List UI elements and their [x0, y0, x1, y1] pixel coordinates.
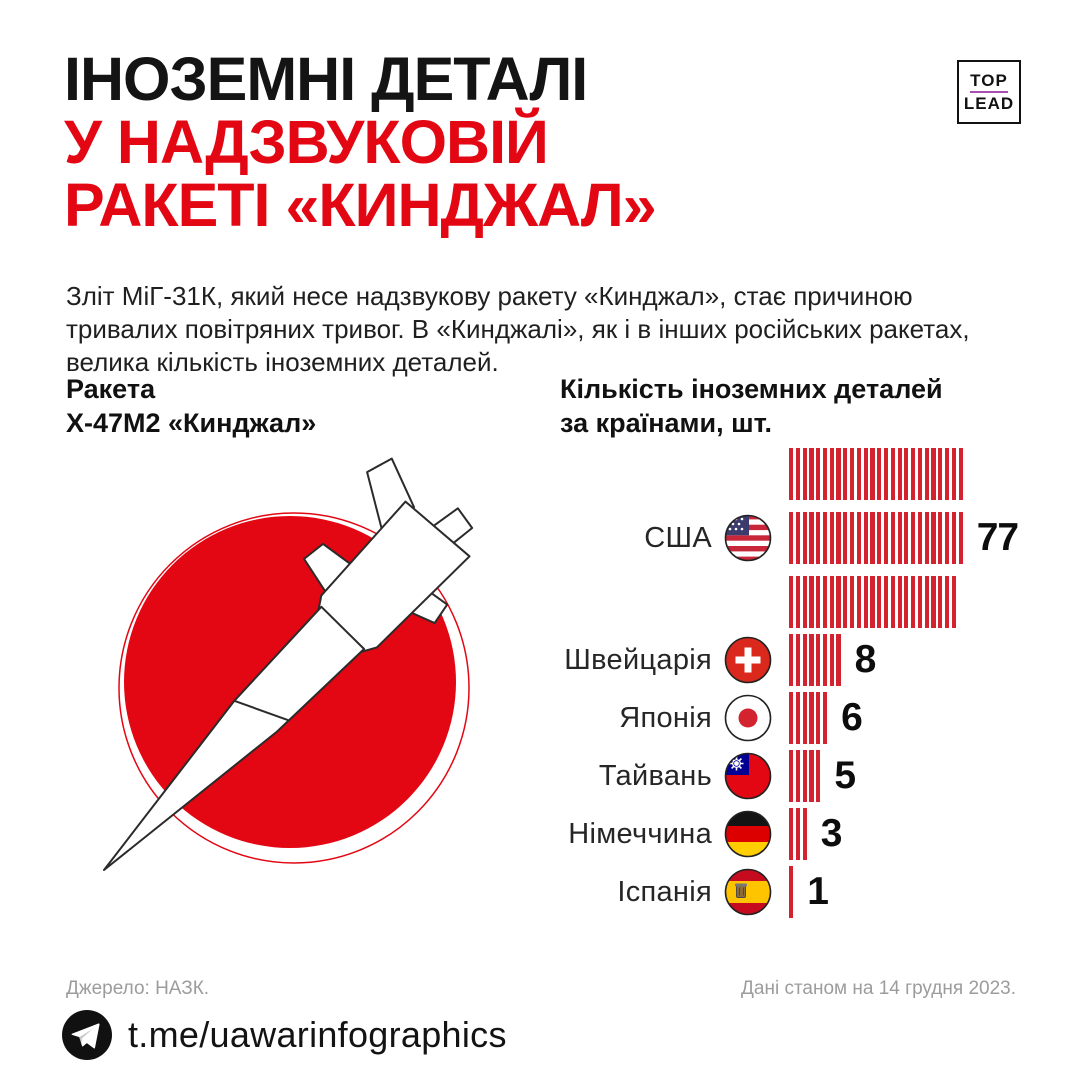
tally-bar: [884, 512, 888, 564]
tally-bar: [803, 448, 807, 500]
tally-bar: [809, 692, 813, 744]
top-lead-logo-divider: [970, 91, 1008, 93]
top-lead-logo-top: TOP: [970, 71, 1008, 90]
germany-flag-icon: [724, 810, 772, 858]
tally-bar: [877, 448, 881, 500]
tally-bar: [796, 808, 800, 860]
tally-bar: [803, 808, 807, 860]
japan-flag-icon: [724, 694, 772, 742]
tally-chart: [560, 448, 1040, 924]
tally-bar: [904, 512, 908, 564]
tally-bar: [918, 512, 922, 564]
value-label: 3: [820, 812, 842, 855]
tally-line: [789, 448, 963, 500]
tally-bar: [843, 576, 847, 628]
tally-bar: [952, 576, 956, 628]
tally-bar: [945, 576, 949, 628]
tally-bar: [877, 512, 881, 564]
value-label: 1: [807, 870, 828, 913]
tally-bar: [931, 576, 935, 628]
country-label: Німеччина: [568, 817, 712, 850]
tally-bar: [843, 448, 847, 500]
tally-bar: [864, 448, 868, 500]
tally-line: [789, 692, 827, 744]
tally-bar: [938, 576, 942, 628]
tally-bar: [959, 512, 963, 564]
tally-bar: [945, 448, 949, 500]
tally-bar: [938, 448, 942, 500]
tally-bar: [857, 576, 861, 628]
title-line-1: ІНОЗЕМНІ ДЕТАЛІ: [64, 45, 588, 113]
tally-bar: [816, 692, 820, 744]
chart-row-germany: [560, 808, 1040, 860]
tally-bar: [803, 692, 807, 744]
tally-bar: [911, 512, 915, 564]
usa-flag-icon: [724, 514, 772, 562]
tally-line: [789, 634, 841, 686]
tally-bar: [918, 576, 922, 628]
tally-bar: [830, 448, 834, 500]
tally-bar: [816, 750, 820, 802]
tally-bar: [850, 448, 854, 500]
tally-bar: [830, 512, 834, 564]
tally-bar: [931, 512, 935, 564]
country-label: Японія: [619, 701, 712, 734]
tally-bar: [789, 634, 793, 686]
tally-bar: [803, 512, 807, 564]
tally-bar: [952, 448, 956, 500]
tally-line: [789, 866, 793, 918]
tally-bar: [870, 448, 874, 500]
tally-bar: [823, 634, 827, 686]
source-note: Джерело: НАЗК.: [66, 978, 210, 999]
tally-bar: [830, 576, 834, 628]
tally-line: [789, 512, 963, 564]
country-label: Тайвань: [598, 759, 712, 792]
tally-bar: [803, 750, 807, 802]
tally-bar: [796, 576, 800, 628]
tally-bar: [809, 576, 813, 628]
tally-bar: [870, 576, 874, 628]
tally-bar: [823, 512, 827, 564]
tally-bar: [816, 512, 820, 564]
missile-heading-line-1: Ракета: [66, 374, 156, 404]
tally-bar: [809, 512, 813, 564]
tally-bar: [796, 692, 800, 744]
tally-bar: [891, 576, 895, 628]
chart-row-japan: [560, 692, 1040, 744]
tally-bar: [884, 576, 888, 628]
tally-bar: [809, 750, 813, 802]
tally-bar: [857, 448, 861, 500]
taiwan-flag-icon: [724, 752, 772, 800]
tally-bar: [857, 512, 861, 564]
tally-bar: [898, 448, 902, 500]
tally-bar: [959, 448, 963, 500]
chart-heading-line-1: Кількість іноземних деталей: [560, 374, 943, 404]
top-lead-logo: [957, 60, 1021, 124]
tally-bar: [816, 448, 820, 500]
tally-bar: [836, 634, 840, 686]
missile-section-heading: [66, 372, 316, 440]
tally-bar: [836, 512, 840, 564]
tally-bar: [789, 448, 793, 500]
title-line-3: РАКЕТІ «КИНДЖАЛ»: [64, 171, 656, 239]
tally-bar: [898, 576, 902, 628]
tally-bar: [864, 576, 868, 628]
tally-japan: [789, 692, 827, 744]
tally-bar: [898, 512, 902, 564]
chart-row-taiwan: [560, 750, 1040, 802]
tally-bar: [796, 448, 800, 500]
tally-bar: [830, 634, 834, 686]
tally-bar: [864, 512, 868, 564]
spain-flag-icon: [724, 868, 772, 916]
tally-bar: [931, 448, 935, 500]
tally-bar: [803, 576, 807, 628]
tally-bar: [911, 448, 915, 500]
tally-germany: [789, 808, 807, 860]
country-label: США: [644, 521, 712, 554]
country-label: Іспанія: [617, 875, 712, 908]
telegram-handle-text: t.me/uawarinfographics: [128, 1014, 507, 1055]
tally-bar: [850, 576, 854, 628]
tally-bar: [816, 576, 820, 628]
tally-bar: [789, 808, 793, 860]
tally-bar: [789, 866, 793, 918]
chart-heading: [560, 372, 943, 440]
value-label: 6: [841, 696, 862, 739]
tally-line: [789, 750, 820, 802]
tally-bar: [796, 750, 800, 802]
tally-bar: [870, 512, 874, 564]
chart-row-usa: [560, 448, 1040, 628]
tally-bar: [836, 576, 840, 628]
value-label: 8: [854, 638, 876, 681]
tally-bar: [809, 448, 813, 500]
country-label: Швейцарія: [564, 643, 712, 676]
tally-bar: [789, 576, 793, 628]
value-label: 77: [976, 516, 1019, 559]
tally-bar: [789, 750, 793, 802]
tally-bar: [911, 576, 915, 628]
date-note: Дані станом на 14 грудня 2023.: [741, 978, 1016, 999]
title-line-2: У НАДЗВУКОВІЙ: [64, 108, 548, 176]
value-label: 5: [834, 754, 856, 797]
tally-bar: [904, 576, 908, 628]
tally-bar: [789, 512, 793, 564]
kinzhal-missile-illustration: [66, 445, 536, 925]
tally-bar: [850, 512, 854, 564]
tally-bar: [938, 512, 942, 564]
switzerland-flag-icon: [724, 636, 772, 684]
tally-bar: [918, 448, 922, 500]
tally-bar: [816, 634, 820, 686]
tally-bar: [891, 512, 895, 564]
tally-usa: [789, 448, 963, 628]
top-lead-logo-bottom: LEAD: [963, 94, 1015, 113]
tally-line: [789, 576, 963, 628]
tally-bar: [803, 634, 807, 686]
tally-line: [789, 808, 807, 860]
tally-switzerland: [789, 634, 841, 686]
tally-taiwan: [789, 750, 820, 802]
tally-bar: [789, 692, 793, 744]
chart-heading-line-2: за країнами, шт.: [560, 408, 772, 438]
chart-row-spain: [560, 866, 1040, 918]
telegram-link[interactable]: [62, 1010, 507, 1060]
tally-bar: [809, 634, 813, 686]
tally-bar: [823, 448, 827, 500]
tally-bar: [823, 692, 827, 744]
tally-bar: [796, 634, 800, 686]
tally-spain: [789, 866, 793, 918]
chart-row-switzerland: [560, 634, 1040, 686]
tally-bar: [925, 448, 929, 500]
tally-bar: [823, 576, 827, 628]
tally-bar: [796, 512, 800, 564]
tally-bar: [904, 448, 908, 500]
tally-bar: [925, 576, 929, 628]
missile-heading-line-2: Х-47М2 «Кинджал»: [66, 408, 317, 438]
tally-bar: [836, 448, 840, 500]
tally-bar: [952, 512, 956, 564]
telegram-icon: [62, 1010, 112, 1060]
tally-bar: [945, 512, 949, 564]
page-title: [64, 45, 656, 239]
tally-bar: [843, 512, 847, 564]
tally-bar: [884, 448, 888, 500]
tally-bar: [877, 576, 881, 628]
tally-bar: [891, 448, 895, 500]
tally-bar: [925, 512, 929, 564]
intro-paragraph: Зліт МіГ-31К, який несе надзвукову ракету «Кинджал», стає причиною тривалих повітряних тривог. В «Кинджалі», як і в інших російських ракетах, велика кількість іноземних деталей.: [66, 281, 970, 377]
